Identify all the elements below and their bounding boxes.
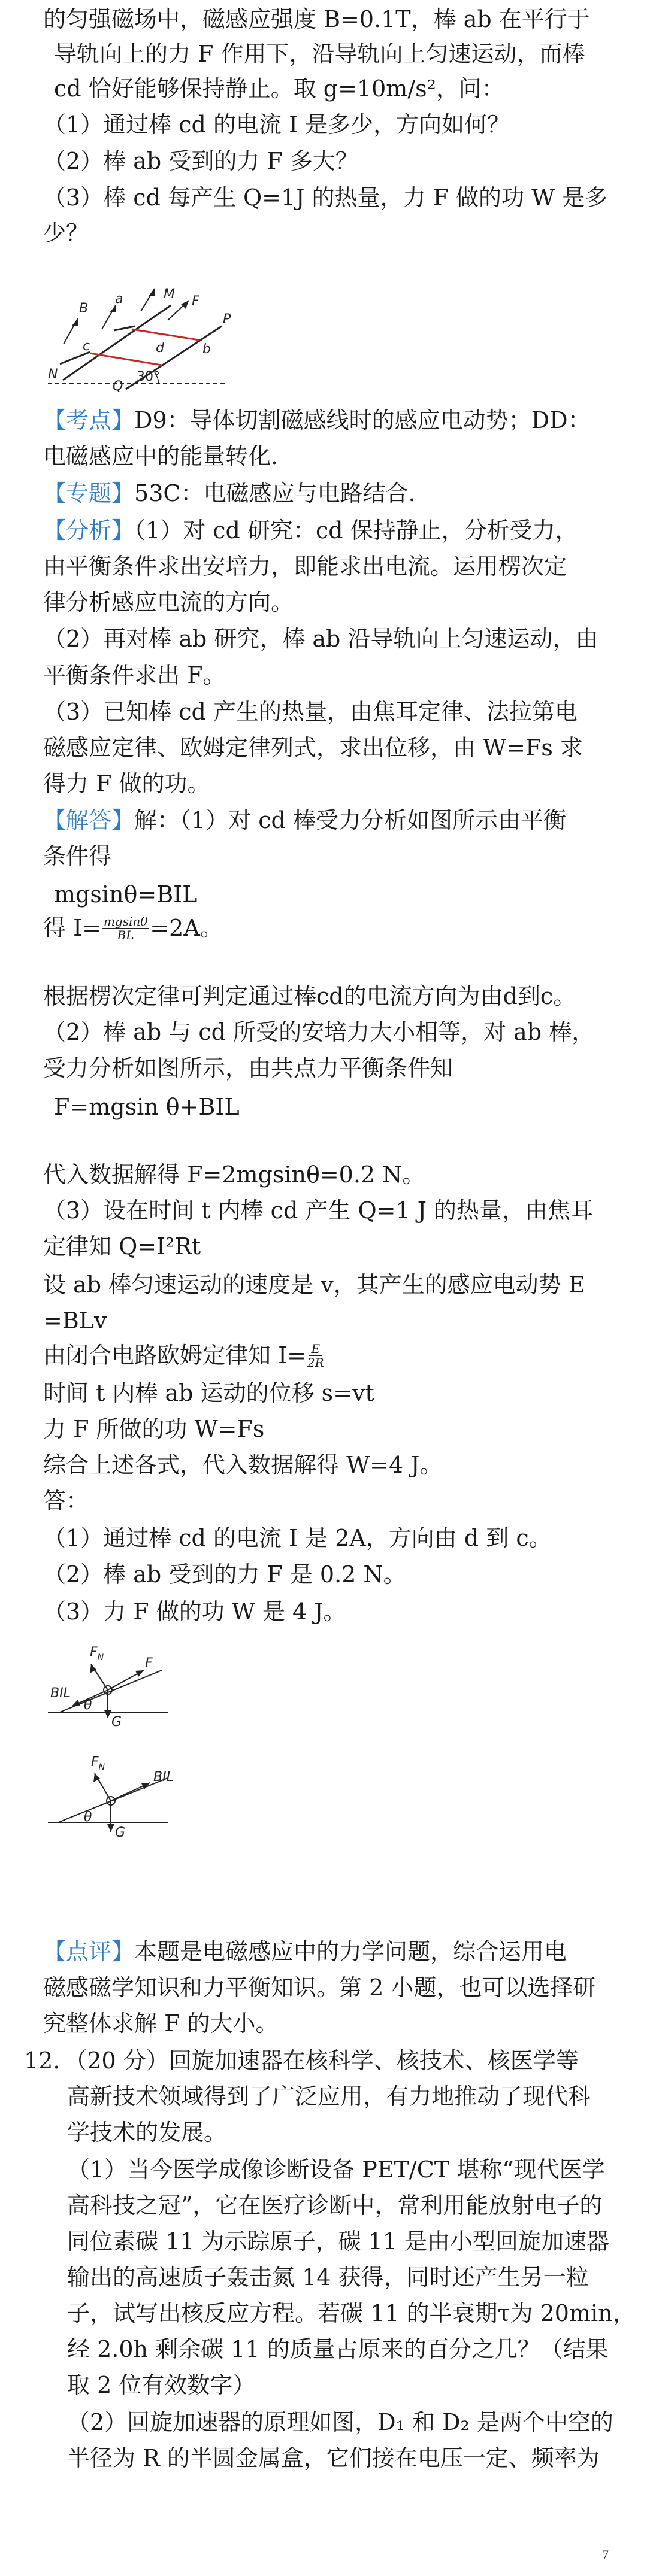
current-direction: 根据楞次定律可判定通过棒cd的电流方向为由d到c。 — [43, 983, 576, 1009]
part3-line-1: （3）设在时间 t 内棒 cd 产生 Q=1 J 的热量，由焦耳 — [43, 1197, 594, 1224]
fenxi-line-7: 磁感应定律、欧姆定律列式，求出位移，由 W=Fs 求 — [43, 735, 583, 761]
q12-line-5: 高科技之冠”，它在医疗诊断中，常利用能放射电子的 — [67, 2192, 603, 2219]
q12-line-12: 半径为 R 的半圆金属盒，它们接在电压一定、频率为 — [67, 2445, 600, 2471]
fig1-label-Q: Q — [113, 379, 123, 392]
equation-current — [43, 914, 223, 942]
force-diagram-ab — [42, 1637, 180, 1727]
fenxi-text-1: （1）对 cd 研究：cd 保持静止，分析受力， — [134, 517, 578, 544]
equation-force: F=mgsin θ+BIL — [54, 1094, 240, 1120]
fenxi-line-4: （2）再对棒 ab 研究，棒 ab 沿导轨向上匀速运动，由 — [43, 626, 598, 652]
jieda-line-2: 条件得 — [43, 843, 112, 869]
fig1-label-angle: 30° — [137, 369, 160, 384]
fenxi-line-8: 得力 F 做的功。 — [43, 770, 210, 797]
jieda-text-1: 解：（1）对 cd 棒受力分析如图所示由平衡 — [134, 807, 566, 833]
ohm-law-prefix: 由闭合电路欧姆定律知 I= — [43, 1342, 306, 1369]
fig2-label-F: F — [145, 1656, 153, 1671]
zhuanti-line — [43, 479, 416, 508]
fenxi-tag: 【分析】 — [43, 517, 135, 544]
fig2-label-G: G — [111, 1715, 122, 1727]
problem-line-3: cd 恰好能够保持静止。取 g=10m/s²，问： — [54, 75, 504, 102]
fig3-label-G: G — [115, 1825, 126, 1838]
part3-line-6: 时间 t 内棒 ab 运动的位移 s=vt — [43, 1380, 374, 1406]
fig1-label-P: P — [223, 312, 231, 327]
q12-line-4: （1）当今医学成像诊断设备 PET/CT 堪称“现代医学 — [67, 2156, 605, 2183]
question-2: （2）棒 ab 受到的力 F 多大？ — [43, 148, 358, 174]
q12-line-9: 经 2.0h 剩余碳 11 的质量占原来的百分之几？（结果 — [67, 2336, 609, 2362]
question-1: （1）通过棒 cd 的电流 I 是多少，方向如何？ — [43, 111, 510, 138]
question-3-line-1: （3）棒 cd 每产生 Q=1J 的热量，力 F 做的功 W 是多 — [43, 184, 608, 211]
jieda-line-1 — [43, 806, 566, 835]
kaodian-line-1 — [43, 406, 591, 435]
page-number: 7 — [602, 2547, 609, 2562]
force-diagram-cd — [42, 1748, 180, 1838]
q12-line-3: 学技术的发展。 — [67, 2119, 227, 2146]
kaodian-text-1: D9：导体切割磁感线时的感应电动势；DD： — [134, 407, 591, 433]
fraction — [307, 1342, 324, 1369]
kaodian-tag: 【考点】 — [43, 407, 135, 433]
q12-line-2: 高新技术领域得到了广泛应用，有力地推动了现代科 — [67, 2083, 591, 2110]
part2-line-2: 受力分析如图所示，由共点力平衡条件知 — [43, 1055, 453, 1081]
dianping-line-3: 究整体求解 F 的大小。 — [43, 2010, 279, 2037]
numerator: mgsinθ — [103, 914, 148, 929]
rails-figure — [42, 263, 240, 392]
fenxi-line-6: （3）已知棒 cd 产生的热量，由焦耳定律、法拉第电 — [43, 699, 578, 725]
fig2-label-FN: $F_N$ — [90, 1645, 104, 1662]
answer-heading: 答： — [43, 1488, 89, 1514]
fig1-label-d: d — [156, 341, 164, 356]
dianping-line-2: 磁感磁学知识和力平衡知识。第 2 小题，也可以选择研 — [43, 1974, 596, 2001]
part3-line-8: 综合上述各式，代入数据解得 W=4 J。 — [43, 1452, 443, 1478]
fenxi-line-5: 平衡条件求出 F。 — [43, 662, 226, 688]
problem-line-2: 导轨向上的力 F 作用下，沿导轨向上匀速运动，而棒 — [54, 41, 585, 67]
q12-line-11: （2）回旋加速器的原理如图，D₁ 和 D₂ 是两个中空的 — [67, 2409, 613, 2435]
denominator: 2R — [307, 1355, 324, 1370]
zhuanti-tag: 【专题】 — [43, 480, 135, 506]
answer-3: （3）力 F 做的功 W 是 4 J。 — [43, 1598, 346, 1625]
q12-line-10: 取 2 位有效数字） — [67, 2372, 256, 2398]
q12-line-7: 输出的高速质子轰击氮 14 获得，同时还产生另一粒 — [67, 2264, 589, 2290]
equation-balance: mgsinθ=BIL — [54, 881, 198, 908]
fraction — [102, 915, 149, 942]
fig3-label-BIL: BIL — [153, 1770, 174, 1785]
eq-current-prefix: 得 I= — [43, 915, 101, 941]
dianping-tag: 【点评】 — [43, 1938, 135, 1965]
fig1-label-b: b — [202, 342, 211, 357]
part3-line-2: 定律知 Q=I²Rt — [43, 1233, 201, 1260]
ohm-law-line — [43, 1341, 324, 1370]
numerator: E — [309, 1342, 323, 1356]
zhuanti-text: 53C：电磁感应与电路结合. — [134, 480, 416, 506]
fig1-label-N: N — [48, 367, 58, 382]
question-3-line-2: 少？ — [43, 220, 89, 246]
fenxi-line-3: 律分析感应电流的方向。 — [43, 589, 294, 615]
dianping-line-1 — [43, 1937, 567, 1966]
fig1-label-a: a — [115, 292, 123, 307]
q12-line-1: 12．（20 分）回旋加速器在核科学、核技术、核医学等 — [24, 2047, 579, 2074]
q12-line-8: 子，试写出核反应方程。若碳 11 的半衰期τ为 20min， — [67, 2300, 636, 2326]
fig3-label-theta: θ — [84, 1810, 92, 1825]
part3-line-3: 设 ab 棒匀速运动的速度是 v，其产生的感应电动势 E — [43, 1272, 585, 1298]
fig2-label-BIL: BIL — [50, 1686, 71, 1701]
fenxi-line-2: 由平衡条件求出安培力，即能求出电流。运用楞次定 — [43, 553, 567, 579]
jieda-tag: 【解答】 — [43, 807, 135, 833]
eq-current-suffix: =2A。 — [150, 915, 223, 941]
fig1-label-M: M — [164, 287, 175, 302]
fig1-label-F: F — [192, 294, 199, 309]
fig3-label-FN: $F_N$ — [91, 1755, 105, 1772]
problem-line-1: 的匀强磁场中，磁感应强度 B=0.1T，棒 ab 在平行于 — [43, 6, 590, 32]
part3-line-7: 力 F 所做的功 W=Fs — [43, 1416, 265, 1442]
dianping-text-1: 本题是电磁感应中的力学问题，综合运用电 — [134, 1938, 567, 1965]
kaodian-line-2: 电磁感应中的能量转化. — [43, 443, 279, 469]
part3-line-4: =BLv — [43, 1307, 107, 1334]
substitution-line: 代入数据解得 F=2mgsinθ=0.2 N。 — [43, 1161, 425, 1188]
answer-1: （1）通过棒 cd 的电流 I 是 2A，方向由 d 到 c。 — [43, 1525, 552, 1551]
fenxi-line-1 — [43, 516, 578, 545]
fig1-label-c: c — [83, 339, 90, 354]
denominator: BL — [117, 927, 134, 942]
part2-line-1: （2）棒 ab 与 cd 所受的安培力大小相等，对 ab 棒， — [43, 1019, 595, 1045]
answer-2: （2）棒 ab 受到的力 F 是 0.2 N。 — [43, 1561, 406, 1588]
fig2-label-theta: θ — [84, 1698, 92, 1713]
q12-line-6: 同位素碳 11 为示踪原子，碳 11 是由小型回旋加速器 — [67, 2228, 610, 2255]
fig1-label-B: B — [79, 301, 89, 316]
